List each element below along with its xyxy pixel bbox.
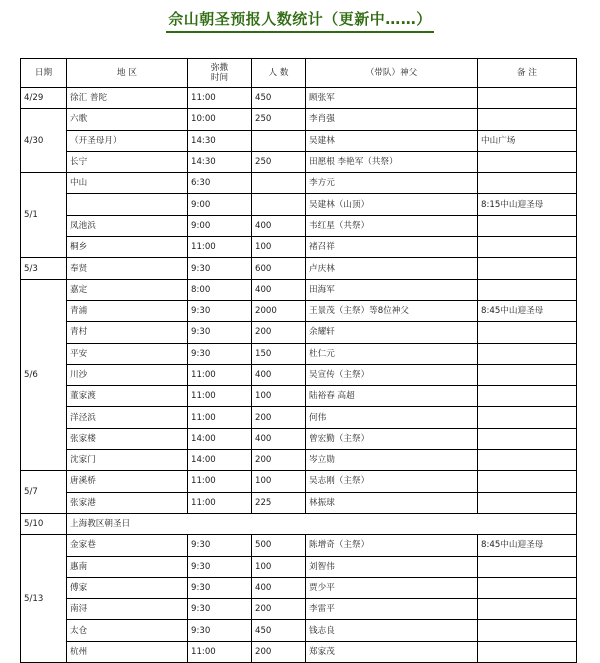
note-cell <box>478 492 577 513</box>
priest-cell: 顾张军 <box>306 88 478 109</box>
priest-cell: 田愿根 李艳军（共祭） <box>306 151 478 172</box>
people-cell: 100 <box>252 386 306 407</box>
note-cell <box>478 641 577 662</box>
people-cell: 250 <box>252 151 306 172</box>
region-cell: 张家港 <box>67 492 188 513</box>
priest-cell: 何伟 <box>306 407 478 428</box>
note-cell <box>478 258 577 279</box>
header-row <box>21 59 577 88</box>
people-cell: 250 <box>252 109 306 130</box>
merged-cell: 上海教区朝圣日 <box>67 513 577 534</box>
time-cell: 11:00 <box>188 471 252 492</box>
time-cell: 6:30 <box>188 173 252 194</box>
table-row <box>21 407 577 428</box>
time-cell: 9:30 <box>188 300 252 321</box>
note-cell <box>478 599 577 620</box>
note-cell <box>478 237 577 258</box>
time-cell: 9:30 <box>188 577 252 598</box>
note-cell <box>478 428 577 449</box>
region-cell: 青村 <box>67 322 188 343</box>
priest-cell: 王景茂（主祭）等8位神父 <box>306 300 478 321</box>
table-row <box>21 535 577 556</box>
header-time <box>188 59 252 88</box>
priest-cell: 吴宣传（主祭） <box>306 364 478 385</box>
table-row <box>21 194 577 215</box>
header-time-bottom: 时间 <box>210 73 229 83</box>
region-cell: 凤池浜 <box>67 215 188 236</box>
time-cell: 14:00 <box>188 428 252 449</box>
region-cell: 杭州 <box>67 641 188 662</box>
region-cell: 沈家门 <box>67 450 188 471</box>
priest-cell: 郑家茂 <box>306 641 478 662</box>
people-cell: 600 <box>252 258 306 279</box>
time-cell: 11:00 <box>188 641 252 662</box>
region-cell: 平安 <box>67 343 188 364</box>
time-cell: 8:00 <box>188 279 252 300</box>
table-row <box>21 173 577 194</box>
table-row <box>21 641 577 662</box>
priest-cell: 李雷平 <box>306 599 478 620</box>
time-cell: 9:30 <box>188 535 252 556</box>
table-row <box>21 386 577 407</box>
people-cell: 100 <box>252 471 306 492</box>
region-cell: 金家巷 <box>67 535 188 556</box>
region-cell: 桐乡 <box>67 237 188 258</box>
time-cell: 14:30 <box>188 130 252 151</box>
region-cell: 洋泾浜 <box>67 407 188 428</box>
time-cell: 11:00 <box>188 88 252 109</box>
time-cell: 11:00 <box>188 492 252 513</box>
table-row <box>21 556 577 577</box>
people-cell: 150 <box>252 343 306 364</box>
note-cell <box>478 556 577 577</box>
priest-cell: 余耀轩 <box>306 322 478 343</box>
note-cell <box>478 88 577 109</box>
priest-cell: 卢庆林 <box>306 258 478 279</box>
time-cell: 9:30 <box>188 322 252 343</box>
time-cell: 11:00 <box>188 364 252 385</box>
region-cell: 唐溪桥 <box>67 471 188 492</box>
priest-cell: 曾宏勤（主祭） <box>306 428 478 449</box>
people-cell: 200 <box>252 407 306 428</box>
date-cell: 5/10 <box>21 513 67 534</box>
table-body <box>21 88 577 663</box>
people-cell: 100 <box>252 237 306 258</box>
header-date: 日期 <box>21 59 67 88</box>
header-notes: 备 注 <box>478 59 577 88</box>
table-row <box>21 620 577 641</box>
time-cell: 9:30 <box>188 620 252 641</box>
priest-cell: 吴建林（山顶） <box>306 194 478 215</box>
title-wrap <box>0 8 600 33</box>
table-row <box>21 215 577 236</box>
people-cell: 400 <box>252 428 306 449</box>
time-cell: 9:30 <box>188 556 252 577</box>
region-cell: 嘉定 <box>67 279 188 300</box>
region-cell <box>67 194 188 215</box>
people-cell <box>252 173 306 194</box>
date-cell: 5/13 <box>21 535 67 663</box>
region-cell: 傅家 <box>67 577 188 598</box>
header-priest: （带队）神父 <box>306 59 478 88</box>
date-cell: 5/3 <box>21 258 67 279</box>
people-cell: 200 <box>252 641 306 662</box>
time-cell: 14:00 <box>188 450 252 471</box>
people-cell: 200 <box>252 450 306 471</box>
region-cell: 徐汇 普陀 <box>67 88 188 109</box>
people-cell: 200 <box>252 599 306 620</box>
region-cell: 奉贤 <box>67 258 188 279</box>
page-title[interactable]: 佘山朝圣预报人数统计（更新中……） <box>166 8 434 33</box>
table-row <box>21 322 577 343</box>
time-cell: 9:00 <box>188 215 252 236</box>
priest-cell: 杜仁元 <box>306 343 478 364</box>
table-row <box>21 109 577 130</box>
time-cell: 9:30 <box>188 343 252 364</box>
header-people: 人 数 <box>252 59 306 88</box>
people-cell: 450 <box>252 620 306 641</box>
priest-cell: 韦红星（共祭） <box>306 215 478 236</box>
region-cell: 南浔 <box>67 599 188 620</box>
priest-cell: 贾少平 <box>306 577 478 598</box>
note-cell <box>478 322 577 343</box>
date-cell: 5/1 <box>21 173 67 258</box>
priest-cell: 钱志良 <box>306 620 478 641</box>
table-row <box>21 492 577 513</box>
header-region: 地 区 <box>67 59 188 88</box>
pilgrimage-table <box>20 58 577 663</box>
note-cell <box>478 215 577 236</box>
note-cell <box>478 471 577 492</box>
table-row <box>21 577 577 598</box>
region-cell: 长宁 <box>67 151 188 172</box>
time-cell: 9:00 <box>188 194 252 215</box>
people-cell: 100 <box>252 556 306 577</box>
region-cell: 川沙 <box>67 364 188 385</box>
people-cell: 200 <box>252 322 306 343</box>
priest-cell: 李方元 <box>306 173 478 194</box>
people-cell: 400 <box>252 577 306 598</box>
time-cell: 9:30 <box>188 258 252 279</box>
table-row <box>21 471 577 492</box>
table-row <box>21 343 577 364</box>
table-row <box>21 364 577 385</box>
region-cell: 太仓 <box>67 620 188 641</box>
table-row <box>21 237 577 258</box>
note-cell <box>478 577 577 598</box>
people-cell: 450 <box>252 88 306 109</box>
note-cell: 8:45中山迎圣母 <box>478 300 577 321</box>
people-cell: 2000 <box>252 300 306 321</box>
note-cell <box>478 343 577 364</box>
time-cell: 11:00 <box>188 407 252 428</box>
table-row <box>21 130 577 151</box>
note-cell <box>478 151 577 172</box>
priest-cell: 吴志刚（主祭） <box>306 471 478 492</box>
region-cell: 惠南 <box>67 556 188 577</box>
time-cell: 11:00 <box>188 386 252 407</box>
region-cell: （开圣母月） <box>67 130 188 151</box>
people-cell: 400 <box>252 364 306 385</box>
note-cell <box>478 386 577 407</box>
priest-cell: 林振球 <box>306 492 478 513</box>
priest-cell: 陈增奇（主祭） <box>306 535 478 556</box>
date-cell: 4/30 <box>21 109 67 173</box>
date-cell: 5/7 <box>21 471 67 514</box>
people-cell <box>252 130 306 151</box>
region-cell: 中山 <box>67 173 188 194</box>
region-cell: 董家渡 <box>67 386 188 407</box>
table-row <box>21 151 577 172</box>
note-cell <box>478 279 577 300</box>
table-row <box>21 450 577 471</box>
people-cell: 500 <box>252 535 306 556</box>
table-row <box>21 599 577 620</box>
date-cell: 4/29 <box>21 88 67 109</box>
region-cell: 六歌 <box>67 109 188 130</box>
note-cell: 中山广场 <box>478 130 577 151</box>
note-cell <box>478 109 577 130</box>
note-cell <box>478 450 577 471</box>
time-cell: 11:00 <box>188 237 252 258</box>
priest-cell: 田海军 <box>306 279 478 300</box>
header-time-top: 弥撒 <box>210 63 229 73</box>
time-cell: 9:30 <box>188 599 252 620</box>
note-cell <box>478 364 577 385</box>
table-row <box>21 279 577 300</box>
note-cell <box>478 620 577 641</box>
priest-cell: 李肖强 <box>306 109 478 130</box>
region-cell: 青浦 <box>67 300 188 321</box>
note-cell: 8:15中山迎圣母 <box>478 194 577 215</box>
priest-cell: 刘智伟 <box>306 556 478 577</box>
priest-cell: 陆裕春 高超 <box>306 386 478 407</box>
people-cell <box>252 194 306 215</box>
note-cell: 8:45中山迎圣母 <box>478 535 577 556</box>
priest-cell: 褚召祥 <box>306 237 478 258</box>
table-row <box>21 300 577 321</box>
table-row <box>21 428 577 449</box>
table-row <box>21 258 577 279</box>
note-cell <box>478 173 577 194</box>
note-cell <box>478 407 577 428</box>
priest-cell: 岑立勋 <box>306 450 478 471</box>
table-row <box>21 88 577 109</box>
date-cell: 5/6 <box>21 279 67 471</box>
region-cell: 张家楼 <box>67 428 188 449</box>
time-cell: 10:00 <box>188 109 252 130</box>
people-cell: 400 <box>252 215 306 236</box>
people-cell: 225 <box>252 492 306 513</box>
priest-cell: 吴建林 <box>306 130 478 151</box>
time-cell: 14:30 <box>188 151 252 172</box>
table-row <box>21 513 577 534</box>
people-cell: 400 <box>252 279 306 300</box>
